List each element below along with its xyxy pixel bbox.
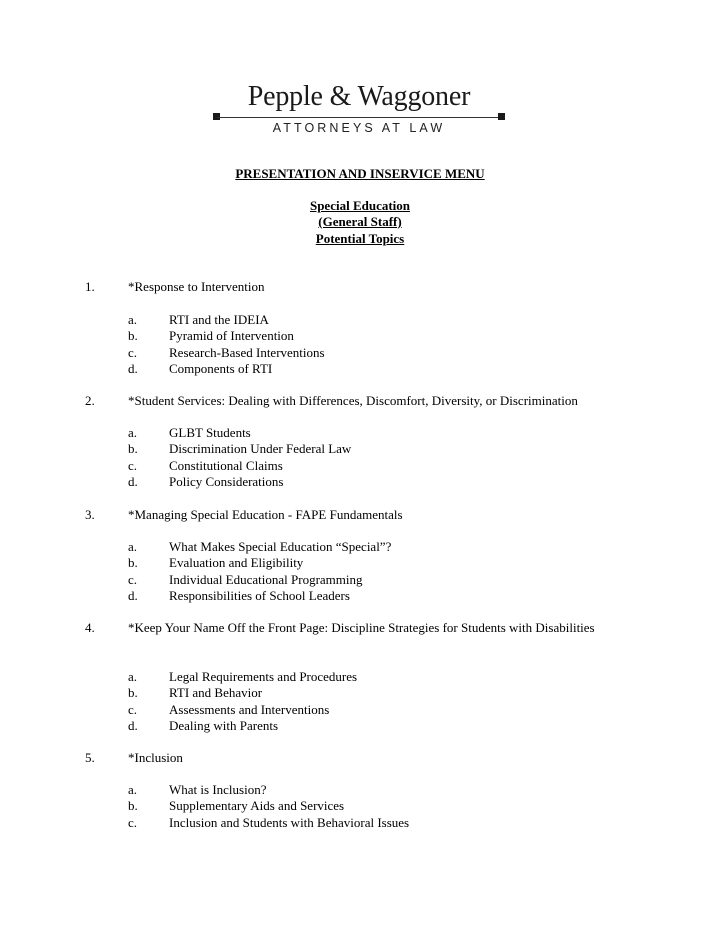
topic-4-subtopics xyxy=(0,669,720,734)
subtopic-letter: c. xyxy=(128,457,138,473)
subtopic-text: Evaluation and Eligibility xyxy=(169,555,304,571)
logo-rule xyxy=(217,117,501,118)
subtopic-item xyxy=(0,345,720,361)
subtopic-letter: b. xyxy=(128,685,138,701)
subtopic-text: Individual Educational Programming xyxy=(169,571,363,587)
topic-title: *Student Services: Dealing with Differences, Discomfort, Diversity, or Discrimination xyxy=(128,393,578,408)
subtopic-item xyxy=(0,328,720,344)
subtopic-text: What is Inclusion? xyxy=(169,782,267,797)
topic-2-subtopics xyxy=(0,425,720,490)
firm-logo xyxy=(213,82,505,140)
subtopic-text: GLBT Students xyxy=(169,425,251,440)
subtopic-text: RTI and Behavior xyxy=(169,685,263,701)
subtopic-text: Inclusion and Students with Behavioral Issues xyxy=(169,814,410,830)
subtopic-text: What Makes Special Education “Special”? xyxy=(169,539,392,554)
subtopic-text: Components of RTI xyxy=(169,360,273,376)
subtopic-letter: a. xyxy=(128,782,138,797)
subtopic-letter: c. xyxy=(128,344,138,360)
subtitle-line-2: (General Staff) xyxy=(318,214,402,229)
subtopic-item xyxy=(0,458,720,474)
subtopic-item xyxy=(0,312,720,328)
firm-name: Pepple & Waggoner xyxy=(247,81,471,112)
subtopic-letter: c. xyxy=(128,814,138,830)
subtopic-item xyxy=(0,474,720,490)
subtopic-item xyxy=(0,798,720,814)
subtopic-text: Responsibilities of School Leaders xyxy=(169,587,350,603)
subtopic-item xyxy=(0,441,720,457)
subtitle-line-3: Potential Topics xyxy=(315,231,405,246)
subtopic-text: Constitutional Claims xyxy=(169,457,283,473)
subtopic-text: Supplementary Aids and Services xyxy=(169,798,345,814)
subtopic-letter: d. xyxy=(128,587,138,603)
subtopic-letter: b. xyxy=(128,555,138,571)
subtopic-item xyxy=(0,702,720,718)
topic-title: *Keep Your Name Off the Front Page: Discipline Strategies for Students with Disabilities xyxy=(128,620,595,635)
subtopic-letter: a. xyxy=(128,539,138,554)
subtopic-item xyxy=(0,572,720,588)
subtopic-text: Discrimination Under Federal Law xyxy=(169,441,352,457)
subtopic-letter: b. xyxy=(128,441,138,457)
topic-5-subtopics xyxy=(0,782,720,831)
subtopic-item xyxy=(0,815,720,831)
subtopic-item xyxy=(0,669,720,685)
subtopic-letter: d. xyxy=(128,473,138,489)
topic-number: 2. xyxy=(85,393,95,408)
subtopic-text: Research-Based Interventions xyxy=(169,344,325,360)
document-title: PRESENTATION AND INSERVICE MENU xyxy=(235,166,485,181)
subtopic-letter: b. xyxy=(128,328,138,344)
topic-title: *Managing Special Education - FAPE Fundamentals xyxy=(128,507,403,522)
topic-title: *Inclusion xyxy=(128,750,183,765)
subtopic-item xyxy=(0,782,720,798)
subtitle-line-1: Special Education xyxy=(309,198,411,213)
subtopic-item xyxy=(0,425,720,441)
subtopic-item xyxy=(0,718,720,734)
subtopic-text: Assessments and Interventions xyxy=(169,701,330,717)
subtopic-letter: a. xyxy=(128,669,138,684)
topic-title: *Response to Intervention xyxy=(128,279,265,294)
subtopic-letter: d. xyxy=(128,360,138,376)
subtopic-text: Dealing with Parents xyxy=(169,717,279,733)
topic-number: 1. xyxy=(85,279,95,294)
topic-1-subtopics xyxy=(0,312,720,377)
subtopic-text: RTI and the IDEIA xyxy=(169,312,269,327)
subtopic-item xyxy=(0,539,720,555)
topic-number: 4. xyxy=(85,620,95,635)
subtopic-letter: a. xyxy=(128,312,138,327)
subtopic-letter: c. xyxy=(128,571,138,587)
subtopic-letter: d. xyxy=(128,717,138,733)
subtopic-item xyxy=(0,685,720,701)
subtopic-text: Legal Requirements and Procedures xyxy=(169,669,358,684)
subtopic-text: Policy Considerations xyxy=(169,473,284,489)
topic-number: 5. xyxy=(85,750,95,765)
subtopic-item xyxy=(0,588,720,604)
subtopic-letter: a. xyxy=(128,425,138,440)
subtopic-item xyxy=(0,555,720,571)
subtopic-letter: b. xyxy=(128,798,138,814)
subtopic-text: Pyramid of Intervention xyxy=(169,328,294,344)
topic-3-subtopics xyxy=(0,539,720,604)
logo-square-right-icon xyxy=(498,113,505,120)
topic-number: 3. xyxy=(85,507,95,522)
subtopic-item xyxy=(0,361,720,377)
subtopic-letter: c. xyxy=(128,701,138,717)
firm-tagline: ATTORNEYS AT LAW xyxy=(272,121,446,135)
